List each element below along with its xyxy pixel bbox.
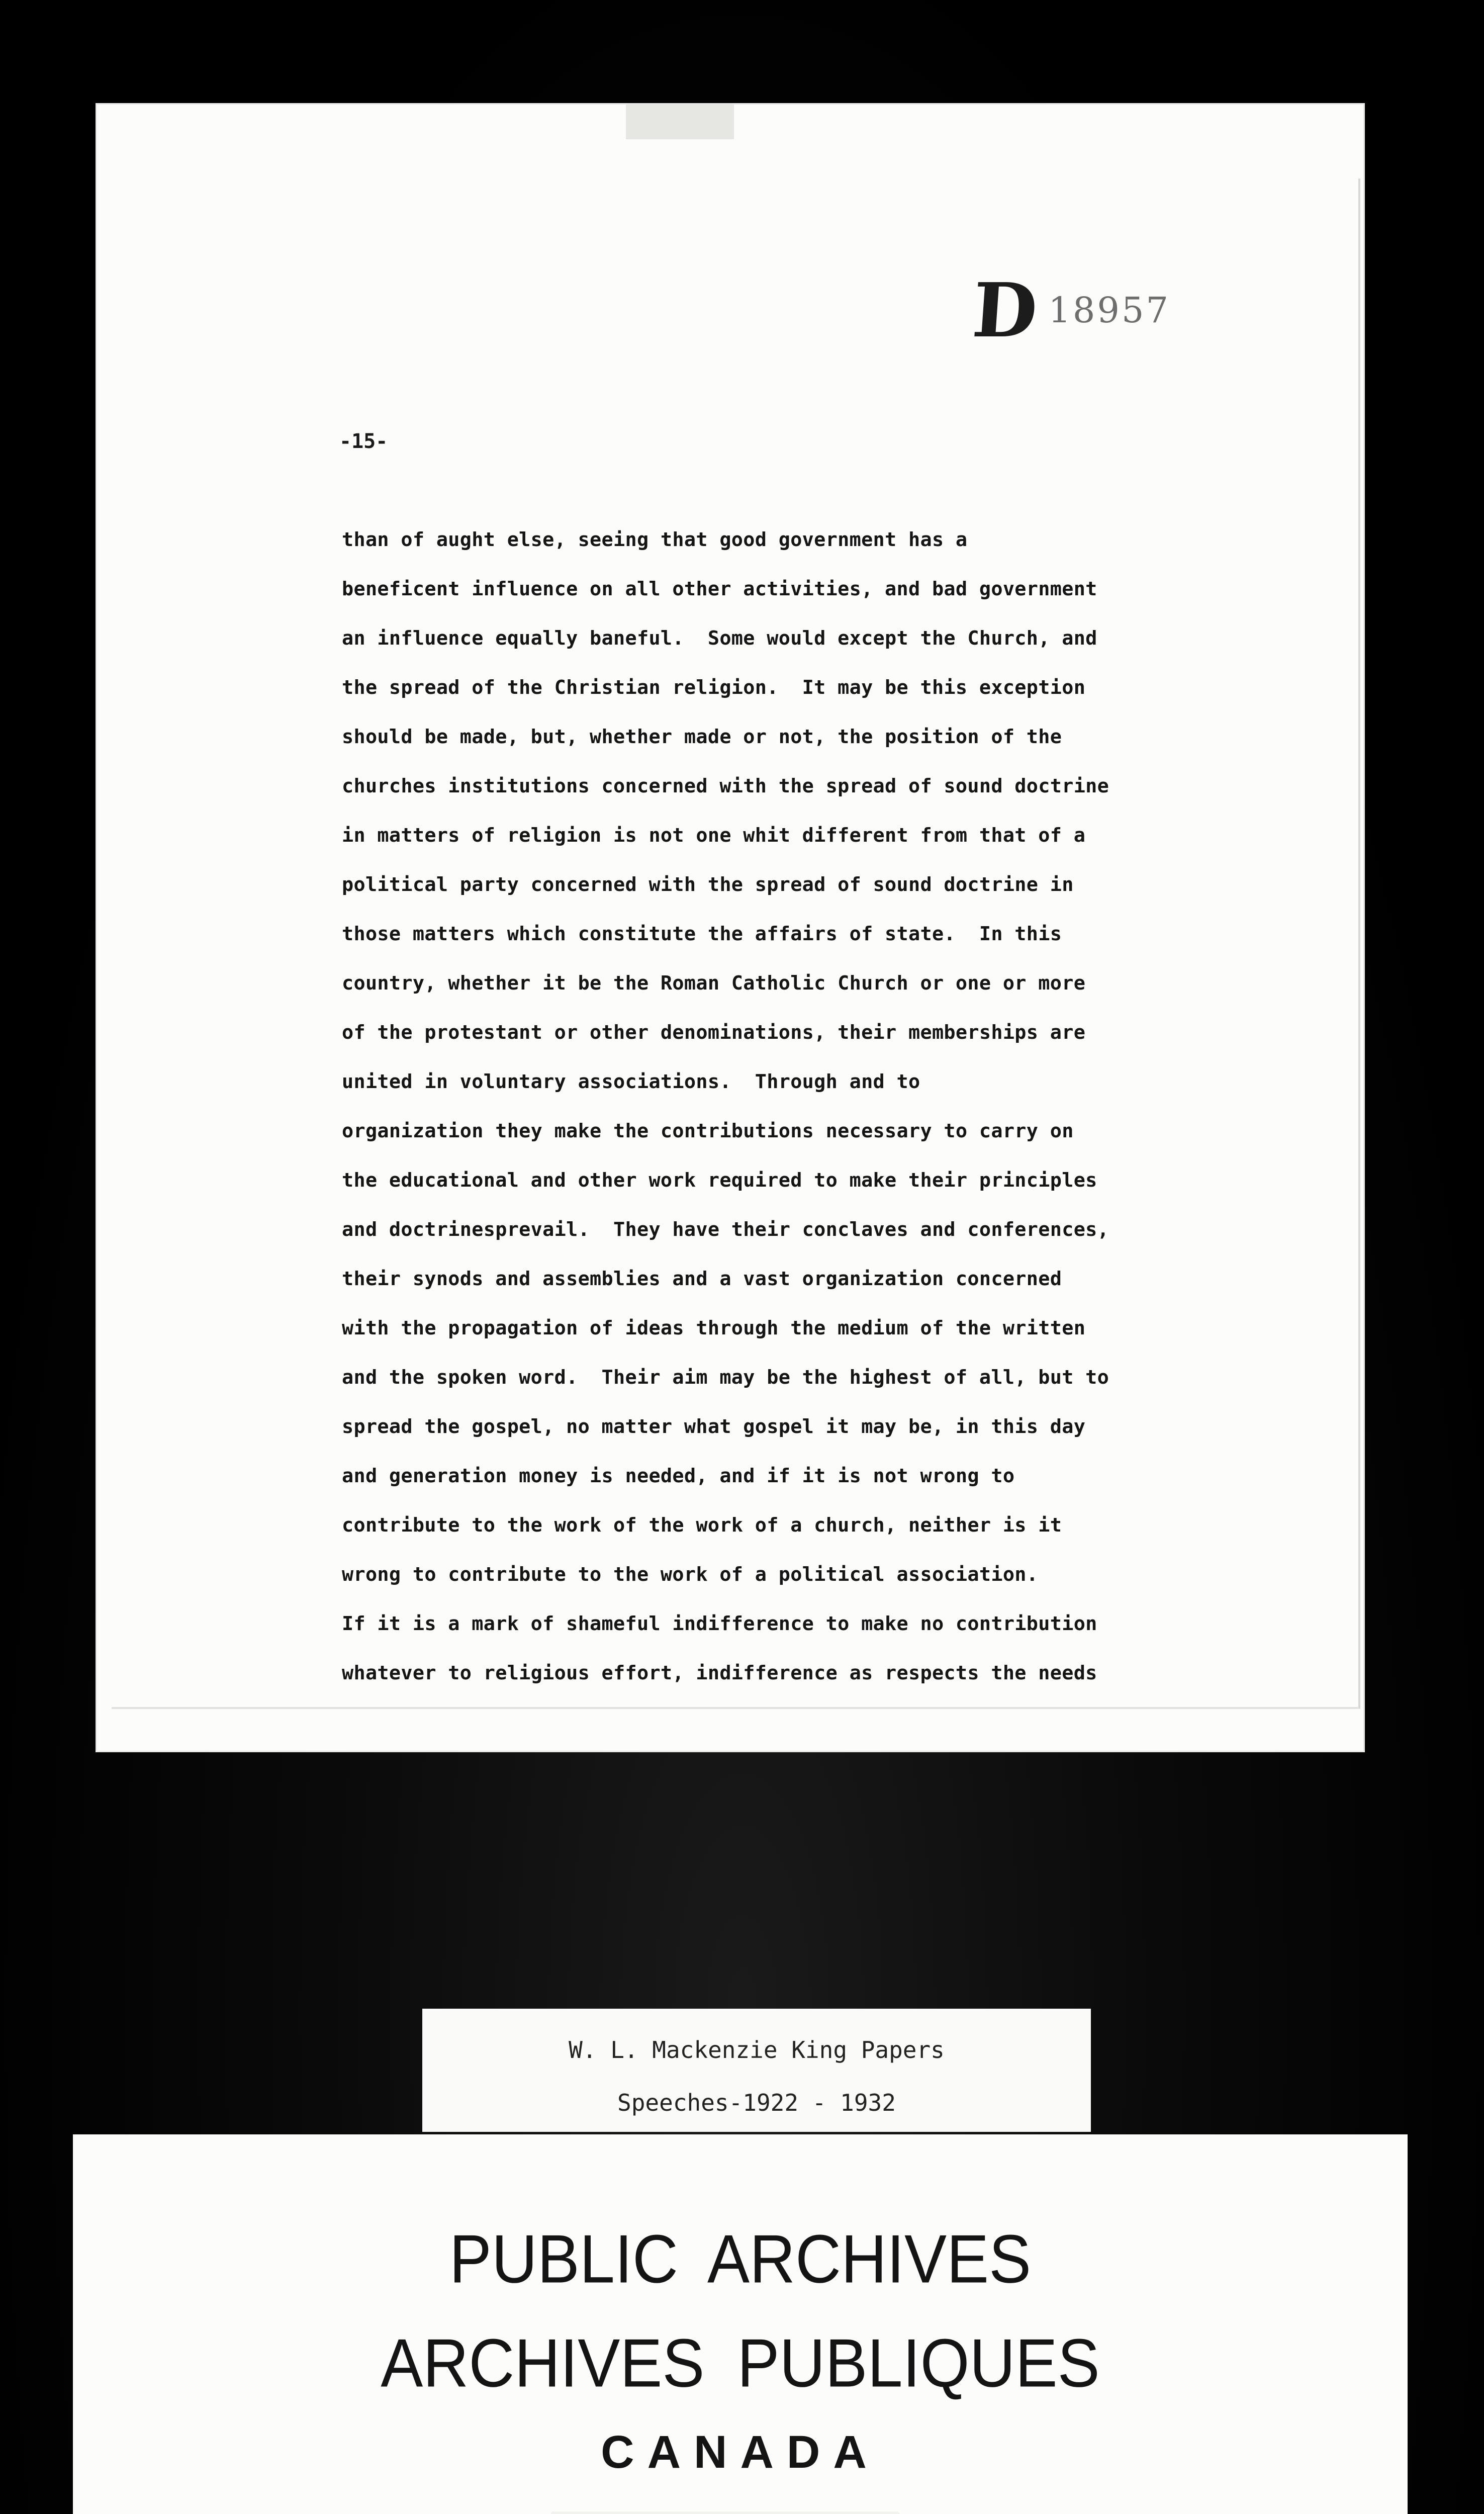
collection-name: W. L. Mackenzie King Papers — [569, 2036, 945, 2063]
banner-bottom-tab — [550, 2511, 900, 2514]
text-line: whatever to religious effort, indifference as respects the needs — [342, 1662, 1097, 1684]
text-line: in matters of religion is not one whit different from that of a — [342, 824, 1086, 847]
text-line: the spread of the Christian religion. It may be this exception — [342, 676, 1086, 699]
text-line: beneficent influence on all other activities, and bad government — [342, 578, 1097, 600]
archives-title-english: PUBLIC ARCHIVES — [449, 2220, 1032, 2297]
stamp-letter: D — [969, 266, 1039, 354]
text-line: wrong to contribute to the work of a political association. — [342, 1563, 1039, 1586]
text-line: should be made, but, whether made or not, the position of the — [342, 726, 1062, 748]
text-line: spread the gospel, no matter what gospel it may be, in this day — [342, 1415, 1086, 1438]
text-line: and doctrinesprevail. They have their conclaves and conferences, — [342, 1218, 1109, 1241]
typed-body-text — [342, 515, 1217, 1698]
text-line: than of aught else, seeing that good government has a — [342, 528, 968, 551]
text-line: country, whether it be the Roman Catholic Church or one or more — [342, 972, 1086, 995]
text-line: united in voluntary associations. Through and to — [342, 1070, 920, 1093]
text-line: those matters which constitute the affairs of state. In this — [342, 923, 1062, 945]
page-number: -15- — [339, 430, 388, 453]
text-line: with the propagation of ideas through the medium of the written — [342, 1317, 1086, 1339]
document-stamp — [969, 266, 1171, 354]
text-line: If it is a mark of shameful indifference to make no contribution — [342, 1612, 1097, 1635]
text-line: political party concerned with the spread of sound doctrine in — [342, 873, 1074, 896]
text-line: of the protestant or other denominations, their memberships are — [342, 1021, 1086, 1044]
stamp-number: 18957 — [1048, 290, 1171, 331]
text-line: and generation money is needed, and if it is not wrong to — [342, 1465, 1015, 1487]
text-line: an influence equally baneful. Some would except the Church, and — [342, 627, 1097, 650]
archives-title-french: ARCHIVES PUBLIQUES — [381, 2324, 1100, 2401]
collection-label-card — [422, 2009, 1091, 2132]
text-line: organization they make the contributions necessary to carry on — [342, 1120, 1074, 1142]
document-page — [96, 103, 1365, 1752]
text-line: their synods and assemblies and a vast organization concerned — [342, 1268, 1062, 1290]
archives-banner — [73, 2134, 1408, 2514]
text-line: contribute to the work of the work of a church, neither is it — [342, 1514, 1062, 1537]
text-line: and the spoken word. Their aim may be the highest of all, but to — [342, 1366, 1109, 1389]
collection-series: Speeches-1922 - 1932 — [617, 2089, 896, 2116]
text-line: churches institutions concerned with the spread of sound doctrine — [342, 775, 1109, 797]
archives-country: CANADA — [601, 2427, 880, 2478]
text-line: the educational and other work required to make their principles — [342, 1169, 1097, 1192]
page-clip-tab — [626, 103, 734, 139]
